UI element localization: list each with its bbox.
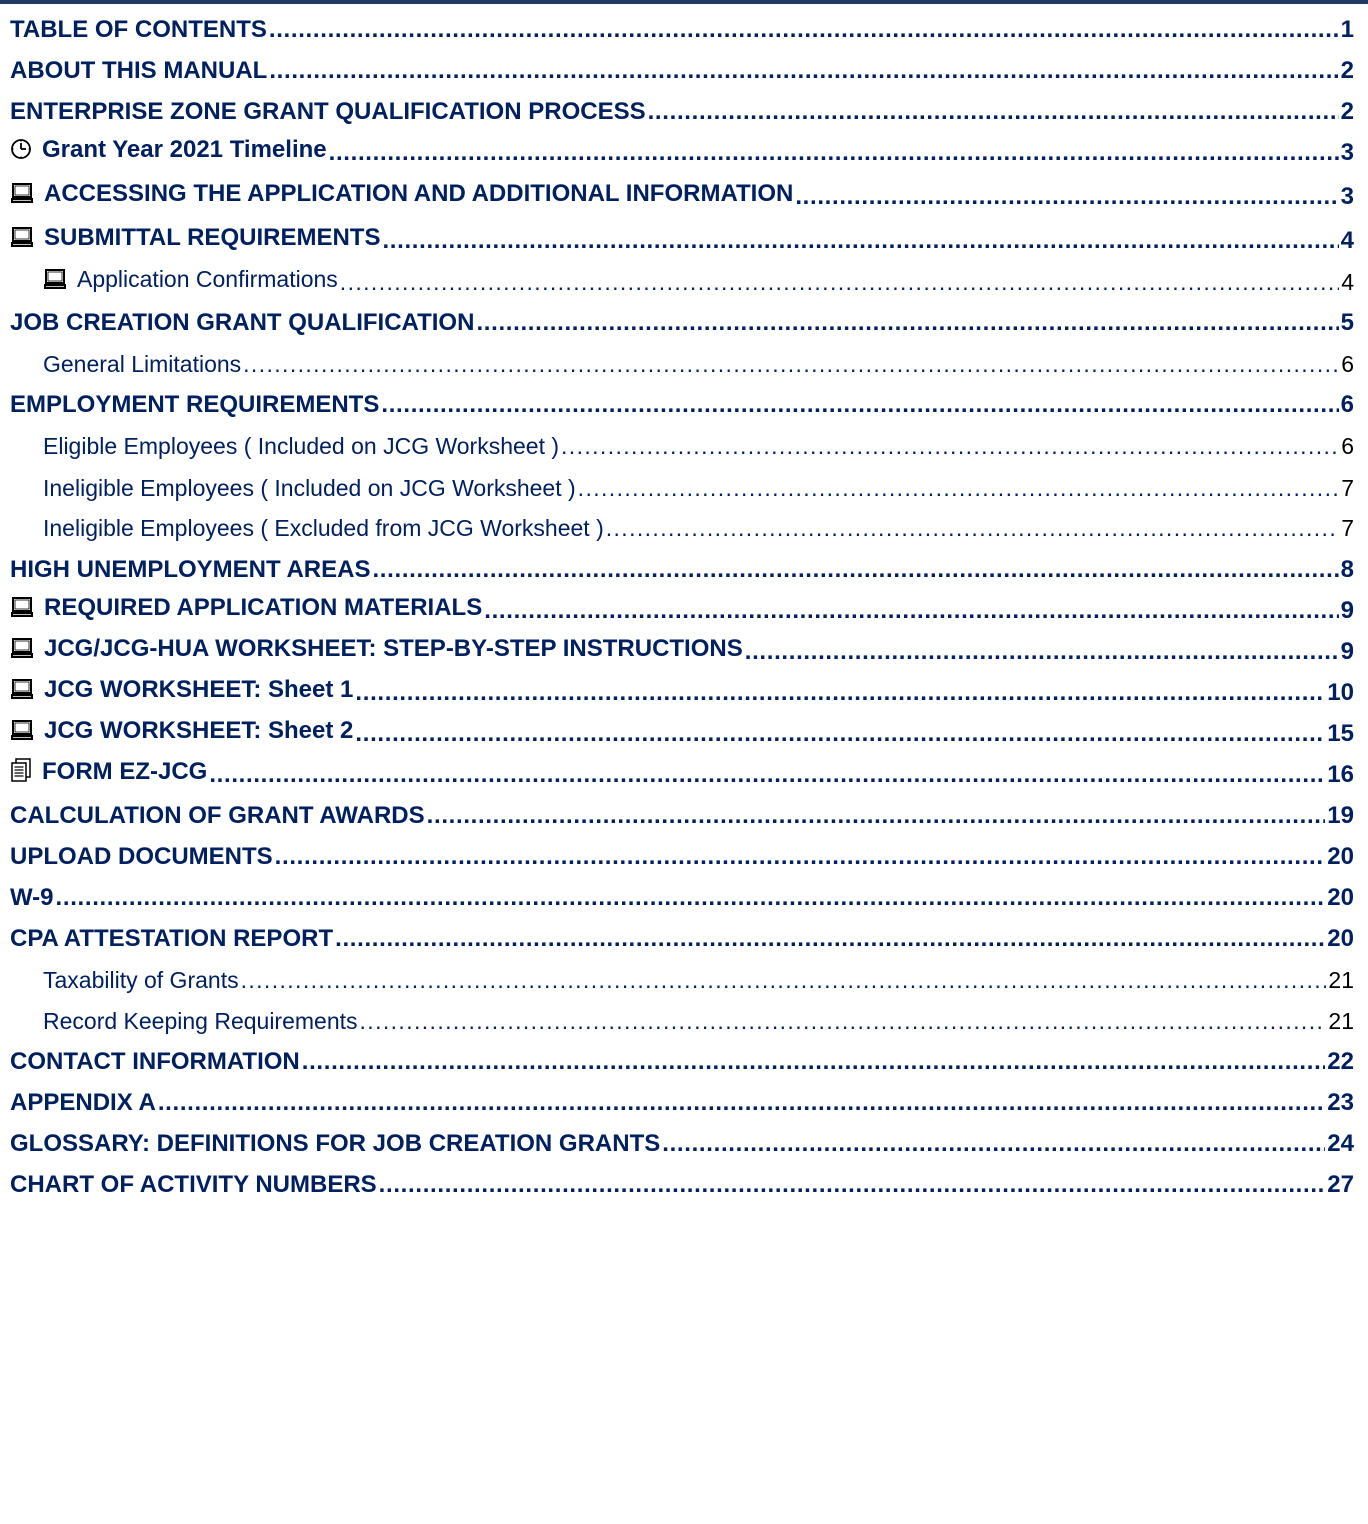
toc-page-number: 16: [1327, 761, 1354, 788]
dot-leader: [158, 1089, 1325, 1117]
toc-entry-label: CALCULATION OF GRANT AWARDS: [10, 802, 425, 829]
toc-entry-title: [10, 594, 484, 625]
toc-entry-label: ACCESSING THE APPLICATION AND ADDITIONAL INFORMATION: [44, 180, 794, 207]
toc-entry[interactable]: [10, 630, 1354, 666]
dot-leader: [476, 309, 1338, 337]
toc-entry-title: [10, 925, 335, 953]
toc-entry-title: [10, 57, 269, 85]
toc-page-number: 23: [1327, 1089, 1354, 1116]
toc-entry-title: [10, 717, 355, 748]
toc-entry-label: JCG WORKSHEET: Sheet 2: [44, 717, 354, 744]
dot-leader: [484, 597, 1338, 625]
dot-leader: [379, 1171, 1326, 1199]
dot-leader: [662, 1130, 1325, 1158]
toc-entry-title: [43, 967, 241, 994]
toc-entry-label: JOB CREATION GRANT QUALIFICATION: [10, 309, 475, 336]
toc-entry-title: [10, 1171, 379, 1199]
dot-leader: [302, 1048, 1326, 1076]
toc-entry-label: W-9: [10, 884, 54, 911]
computer-icon: [10, 719, 34, 748]
toc-entry-label: ABOUT THIS MANUAL: [10, 57, 268, 84]
computer-icon: [10, 678, 34, 707]
computer-icon: [10, 182, 34, 211]
dot-leader: [578, 475, 1340, 502]
toc-entry-title: [10, 843, 275, 871]
toc-page-number: 5: [1340, 309, 1354, 336]
computer-icon: [10, 226, 34, 255]
toc-entry-title: [10, 884, 56, 912]
toc-page-number: 2: [1340, 98, 1354, 125]
toc-entry-label: HIGH UNEMPLOYMENT AREAS: [10, 556, 371, 583]
dot-leader: [606, 515, 1339, 542]
dot-leader: [209, 761, 1325, 789]
toc-entry[interactable]: [43, 342, 1354, 378]
toc-entry-label: Ineligible Employees ( Excluded from JCG Worksheet ): [43, 515, 604, 541]
toc-page-number: 9: [1340, 597, 1354, 624]
document-stack-icon: [10, 758, 32, 789]
toc-entry-label: APPENDIX A: [10, 1089, 156, 1116]
computer-icon: [43, 268, 67, 296]
toc-entry[interactable]: [10, 8, 1354, 44]
computer-icon: [10, 596, 34, 625]
toc-page-number: 1: [1340, 16, 1354, 43]
dot-leader: [241, 967, 1327, 994]
toc-entry-label: REQUIRED APPLICATION MATERIALS: [44, 594, 483, 621]
toc-page-number: 27: [1327, 1171, 1354, 1198]
computer-icon: [10, 637, 34, 666]
toc-page-number: 22: [1327, 1048, 1354, 1075]
toc-entry[interactable]: [10, 1163, 1354, 1199]
top-border: [0, 0, 1368, 4]
toc-entry-title: [43, 475, 578, 502]
toc-page-number: 20: [1327, 843, 1354, 870]
dot-leader: [335, 925, 1325, 953]
dot-leader: [372, 556, 1338, 584]
toc-entry[interactable]: [43, 260, 1354, 296]
dot-leader: [269, 57, 1338, 85]
toc-entry-title: [43, 351, 243, 378]
toc-entry-label: ENTERPRISE ZONE GRANT QUALIFICATION PROCESS: [10, 98, 646, 125]
toc-entry[interactable]: [10, 753, 1354, 789]
clock-icon: [10, 138, 32, 167]
toc-page-number: 10: [1327, 679, 1354, 706]
toc-entry[interactable]: [10, 589, 1354, 625]
toc-entry-label: JCG/JCG-HUA WORKSHEET: STEP-BY-STEP INSTRUCTIONS: [44, 635, 743, 662]
toc-page-number: 21: [1328, 1008, 1354, 1034]
toc-entry-title: [43, 433, 561, 460]
toc-page-number: 4: [1340, 227, 1354, 254]
toc-entry-title: [10, 1048, 302, 1076]
dot-leader: [340, 269, 1339, 296]
toc-entry[interactable]: [43, 506, 1354, 542]
toc-entry-title: [43, 266, 340, 296]
toc-entry[interactable]: [10, 712, 1354, 748]
toc-page-number: 15: [1327, 720, 1354, 747]
toc-entry-label: CHART OF ACTIVITY NUMBERS: [10, 1171, 377, 1198]
toc-entry-label: JCG WORKSHEET: Sheet 1: [44, 676, 354, 703]
toc-entry[interactable]: [10, 835, 1354, 871]
toc-entry-title: [10, 16, 269, 44]
toc-entry-title: [43, 515, 606, 542]
toc-entry-title: [10, 180, 795, 211]
toc-entry-title: [10, 802, 427, 830]
toc-entry-label: EMPLOYMENT REQUIREMENTS: [10, 391, 380, 418]
toc-entry[interactable]: [10, 90, 1354, 126]
dot-leader: [243, 351, 1339, 378]
toc-entry[interactable]: [43, 424, 1354, 460]
dot-leader: [795, 183, 1338, 211]
dot-leader: [427, 802, 1326, 830]
dot-leader: [355, 720, 1325, 748]
toc-page-number: 3: [1340, 139, 1354, 166]
toc-entry[interactable]: [43, 999, 1354, 1035]
dot-leader: [382, 227, 1338, 255]
toc-entry[interactable]: [10, 876, 1354, 912]
toc-entry[interactable]: [10, 671, 1354, 707]
toc-page-number: 3: [1340, 183, 1354, 210]
dot-leader: [355, 679, 1325, 707]
toc-page-number: 8: [1340, 556, 1354, 583]
dot-leader: [381, 391, 1338, 419]
toc-page-number: 9: [1340, 638, 1354, 665]
toc-entry-label: Grant Year 2021 Timeline: [42, 136, 327, 163]
dot-leader: [275, 843, 1326, 871]
toc-page-number: 20: [1327, 884, 1354, 911]
toc-entry[interactable]: [10, 219, 1354, 255]
toc-entry-label: Eligible Employees ( Included on JCG Worksheet ): [43, 433, 560, 459]
toc-entry-title: [10, 98, 648, 126]
toc-entry-label: CPA ATTESTATION REPORT: [10, 925, 334, 952]
toc-entry[interactable]: [10, 383, 1354, 419]
toc-entry-title: [10, 758, 209, 789]
toc-entry-label: Application Confirmations: [77, 266, 338, 292]
dot-leader: [269, 16, 1339, 44]
toc-entry-title: [10, 136, 329, 167]
toc-entry[interactable]: [43, 958, 1354, 994]
toc-entry-label: UPLOAD DOCUMENTS: [10, 843, 273, 870]
toc-entry-label: TABLE OF CONTENTS: [10, 16, 267, 43]
toc-entry-label: GLOSSARY: DEFINITIONS FOR JOB CREATION GRANTS: [10, 1130, 661, 1157]
toc-entry-title: [10, 224, 382, 255]
dot-leader: [745, 638, 1339, 666]
toc-page-number: 6: [1340, 391, 1354, 418]
toc-entry-label: SUBMITTAL REQUIREMENTS: [44, 224, 381, 251]
dot-leader: [561, 433, 1339, 460]
toc-entry-title: [10, 1130, 662, 1158]
toc-entry-title: [10, 1089, 158, 1117]
toc-entry-label: Taxability of Grants: [43, 967, 239, 993]
toc-entry[interactable]: [43, 466, 1354, 502]
dot-leader: [56, 884, 1326, 912]
toc-entry-title: [43, 1008, 360, 1035]
toc-page-number: 19: [1327, 802, 1354, 829]
toc-page-number: 21: [1328, 967, 1354, 993]
toc-page-number: 7: [1341, 475, 1354, 501]
toc-entry-label: CONTACT INFORMATION: [10, 1048, 300, 1075]
toc-page-number: 6: [1341, 351, 1354, 377]
toc-page-number: 7: [1341, 515, 1354, 541]
dot-leader: [329, 139, 1339, 167]
toc-entry[interactable]: [10, 1122, 1354, 1158]
dot-leader: [648, 98, 1339, 126]
toc-entry-title: [10, 556, 372, 584]
toc-entry[interactable]: [10, 1040, 1354, 1076]
toc-entry[interactable]: [10, 49, 1354, 85]
toc-entry[interactable]: [10, 548, 1354, 584]
toc-page-number: 4: [1341, 269, 1354, 295]
toc-page-number: 2: [1340, 57, 1354, 84]
toc-entry[interactable]: [10, 1081, 1354, 1117]
toc-entry[interactable]: [10, 301, 1354, 337]
toc-page-number: 20: [1327, 925, 1354, 952]
toc-entry-title: [10, 676, 355, 707]
toc-entry[interactable]: [10, 175, 1354, 211]
dot-leader: [360, 1008, 1327, 1035]
toc-entry-title: [10, 391, 381, 419]
toc-entry[interactable]: [10, 794, 1354, 830]
toc-entry-title: [10, 635, 745, 666]
toc-entry-label: General Limitations: [43, 351, 242, 377]
toc-entry-label: FORM EZ-JCG: [42, 758, 208, 785]
toc-page-number: 6: [1341, 433, 1354, 459]
toc-entry-label: Record Keeping Requirements: [43, 1008, 358, 1034]
toc-page-number: 24: [1327, 1130, 1354, 1157]
toc-entry-label: Ineligible Employees ( Included on JCG Worksheet ): [43, 475, 576, 501]
toc-entry-title: [10, 309, 476, 337]
toc-entry[interactable]: [10, 131, 1354, 167]
toc-entry[interactable]: [10, 917, 1354, 953]
